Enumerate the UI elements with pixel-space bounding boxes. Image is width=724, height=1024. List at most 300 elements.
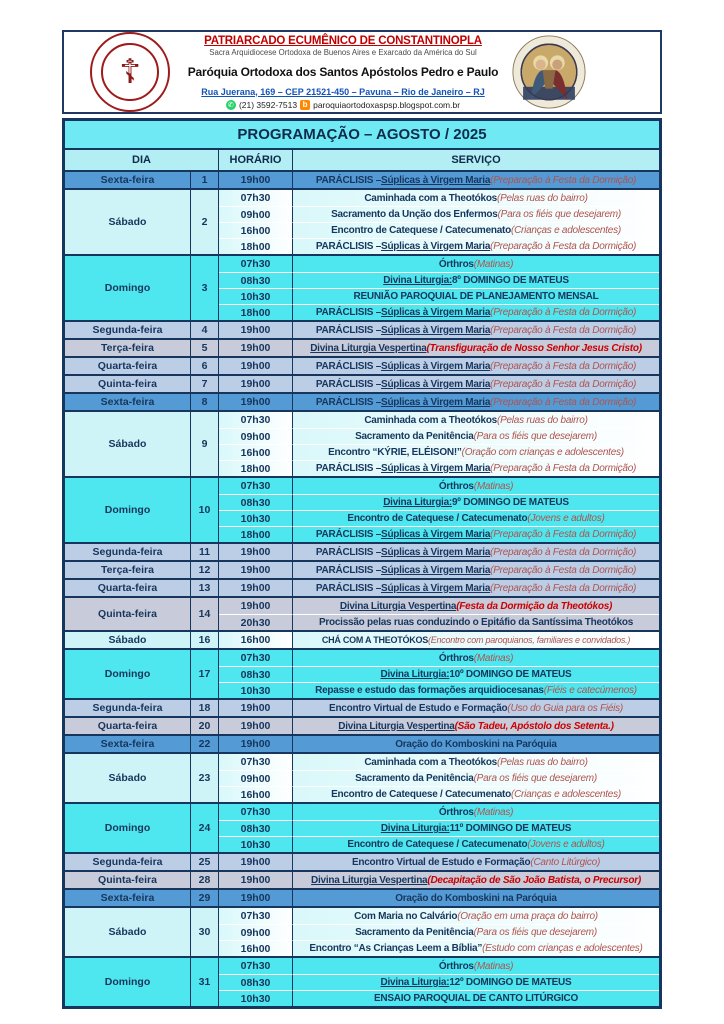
service-cell xyxy=(293,940,659,956)
service-cell xyxy=(293,836,659,852)
service-text-segment: (Matinas) xyxy=(473,480,514,492)
service-text-segment: Órthros xyxy=(438,652,474,664)
day-number-cell: 9 xyxy=(191,412,219,476)
time-cell: 16h00 xyxy=(219,222,293,238)
service-cell xyxy=(293,206,659,222)
service-cell xyxy=(293,412,659,428)
service-text-segment: (Jovens e adultos) xyxy=(527,839,605,850)
whatsapp-icon: ✆ xyxy=(226,100,236,110)
service-cell xyxy=(293,682,659,698)
day-number-cell: 5 xyxy=(191,340,219,356)
day-name-cell: Terça-feira xyxy=(65,340,191,356)
service-text-segment: (Oração em uma praça do bairro) xyxy=(457,910,598,922)
schedule-group xyxy=(65,958,659,1006)
day-number-cell: 23 xyxy=(191,754,219,802)
day-name-cell: Sexta-feira xyxy=(65,736,191,752)
service-text-segment: (Preparação à Festa da Dormição) xyxy=(490,174,637,186)
day-name-cell: Segunda-feira xyxy=(65,322,191,338)
address-link[interactable]: Rua Juerana, 169 – CEP 21521-450 – Pavuna – Rio de Janeiro – RJ xyxy=(201,86,485,97)
service-cell xyxy=(293,562,659,578)
service-cell xyxy=(293,958,659,974)
service-text-segment: PARÁCLISIS – xyxy=(315,324,382,336)
service-text-segment: Súplicas à Virgem Maria xyxy=(381,396,491,408)
service-text-segment: Sacramento da Penitência xyxy=(355,773,474,784)
service-text-segment: (Jovens e adultos) xyxy=(527,513,605,524)
service-text-segment: (Uso do Guia para os Fiéis) xyxy=(507,702,623,714)
service-text-segment: Sacramento da Penitência xyxy=(355,431,474,442)
day-name-cell: Sexta-feira xyxy=(65,172,191,188)
time-cell: 18h00 xyxy=(219,460,293,476)
day-name-cell: Domingo xyxy=(65,804,191,852)
day-number-cell: 6 xyxy=(191,358,219,374)
day-number-cell: 7 xyxy=(191,376,219,392)
service-cell xyxy=(293,872,659,888)
schedule-group xyxy=(65,394,659,412)
service-text-segment: Súplicas à Virgem Maria xyxy=(381,324,491,336)
service-text-segment: Divina Liturgia Vespertina xyxy=(310,342,427,354)
day-number-cell: 18 xyxy=(191,700,219,716)
service-text-segment: (Preparação à Festa da Dormição) xyxy=(490,378,637,390)
table-title: PROGRAMAÇÃO – AGOSTO / 2025 xyxy=(65,121,659,150)
service-cell xyxy=(293,974,659,990)
time-cell: 19h00 xyxy=(219,854,293,870)
time-cell: 16h00 xyxy=(219,940,293,956)
service-cell xyxy=(293,718,659,734)
schedule-group xyxy=(65,804,659,854)
service-text-segment: Órthros xyxy=(438,480,474,492)
contact-line xyxy=(184,100,502,110)
time-cell: 16h00 xyxy=(219,786,293,802)
service-cell xyxy=(293,754,659,770)
service-text-segment: Encontro Virtual de Estudo e Formação xyxy=(329,702,508,714)
service-text-segment: Divina Liturgia: xyxy=(380,669,450,680)
schedule-group xyxy=(65,650,659,700)
time-cell: 19h00 xyxy=(219,394,293,410)
schedule-group xyxy=(65,736,659,754)
service-cell xyxy=(293,820,659,836)
service-cell xyxy=(293,478,659,494)
schedule-table xyxy=(62,118,662,1009)
service-cell xyxy=(293,428,659,444)
day-number-cell: 10 xyxy=(191,478,219,542)
service-text-segment: Encontro de Catequese / Catecumenato xyxy=(347,839,528,850)
day-number-cell: 25 xyxy=(191,854,219,870)
service-text-segment: (Preparação à Festa da Dormição) xyxy=(490,564,637,576)
service-text-segment: 8º DOMINGO DE MATEUS xyxy=(451,275,569,286)
service-text-segment: (Crianças e adolescentes) xyxy=(511,789,621,800)
service-cell xyxy=(293,598,659,614)
day-number-cell: 2 xyxy=(191,190,219,254)
service-text-segment: Súplicas à Virgem Maria xyxy=(381,241,491,252)
service-text-segment: Procissão pelas ruas conduzindo o Epitáfio da Santíssima Theotókos xyxy=(318,617,634,628)
day-number-cell: 13 xyxy=(191,580,219,596)
schedule-group xyxy=(65,890,659,908)
service-cell xyxy=(293,172,659,188)
column-header-servico: SERVIÇO xyxy=(451,154,501,166)
service-cell xyxy=(293,700,659,716)
service-text-segment: PARÁCLISIS – xyxy=(315,307,382,318)
service-text-segment: Súplicas à Virgem Maria xyxy=(381,174,491,186)
service-text-segment: (Para os fiéis que desejarem) xyxy=(473,431,597,442)
service-text-segment: (Crianças e adolescentes) xyxy=(511,225,621,236)
service-cell xyxy=(293,890,659,906)
day-name-cell: Segunda-feira xyxy=(65,544,191,560)
day-name-cell: Domingo xyxy=(65,256,191,320)
day-name-cell: Quarta-feira xyxy=(65,718,191,734)
service-text-segment: Oração do Komboskini na Paróquia xyxy=(395,892,557,904)
service-text-segment: Súplicas à Virgem Maria xyxy=(381,463,491,474)
service-text-segment: Repasse e estudo das formações arquidiocesanas xyxy=(315,685,544,696)
service-cell xyxy=(293,272,659,288)
day-number-cell: 4 xyxy=(191,322,219,338)
schedule-group xyxy=(65,700,659,718)
website-link[interactable]: paroquiaortodoxaspsp.blogspot.com.br xyxy=(313,99,461,110)
day-number-cell: 28 xyxy=(191,872,219,888)
service-text-segment: Encontro “KÝRIE, ELÉISON!” xyxy=(328,447,462,458)
service-text-segment: (Preparação à Festa da Dormição) xyxy=(490,529,637,540)
service-text-segment: Súplicas à Virgem Maria xyxy=(381,378,491,390)
time-cell: 07h30 xyxy=(219,412,293,428)
time-cell: 07h30 xyxy=(219,478,293,494)
service-cell xyxy=(293,444,659,460)
service-cell xyxy=(293,650,659,666)
service-text-segment: (Preparação à Festa da Dormição) xyxy=(490,546,637,558)
time-cell: 19h00 xyxy=(219,890,293,906)
day-name-cell: Terça-feira xyxy=(65,562,191,578)
service-text-segment: Encontro Virtual de Estudo e Formação xyxy=(351,856,531,868)
column-header-row xyxy=(65,150,659,172)
day-number-cell: 20 xyxy=(191,718,219,734)
service-text-segment: Divina Liturgia: xyxy=(380,977,450,988)
time-cell: 07h30 xyxy=(219,256,293,272)
service-text-segment: Súplicas à Virgem Maria xyxy=(381,582,491,594)
service-text-segment: Encontro de Catequese / Catecumenato xyxy=(331,225,511,236)
parish-name: Paróquia Ortodoxa dos Santos Apóstolos Pedro e Paulo xyxy=(187,64,499,79)
letterhead-text xyxy=(184,35,502,110)
service-cell xyxy=(293,770,659,786)
schedule-group xyxy=(65,562,659,580)
service-text-segment: (Matinas) xyxy=(473,258,514,270)
time-cell: 19h00 xyxy=(219,544,293,560)
saints-peter-and-paul-icon xyxy=(512,35,586,109)
schedule-group xyxy=(65,580,659,598)
service-text-segment: Divina Liturgia Vespertina xyxy=(339,600,457,612)
service-text-segment: PARÁCLISIS – xyxy=(315,582,382,594)
service-cell xyxy=(293,288,659,304)
column-header-horario: HORÁRIO xyxy=(219,150,293,170)
service-text-segment: (Preparação à Festa da Dormição) xyxy=(490,241,637,252)
service-text-segment: 12º DOMINGO DE MATEUS xyxy=(449,977,572,988)
schedule-group xyxy=(65,376,659,394)
service-text-segment: Oração do Komboskini na Paróquia xyxy=(395,738,557,750)
service-text-segment: (Festa da Dormição da Theotókos) xyxy=(456,600,613,612)
day-number-cell: 17 xyxy=(191,650,219,698)
time-cell: 07h30 xyxy=(219,958,293,974)
service-text-segment: Súplicas à Virgem Maria xyxy=(381,307,491,318)
schedule-group xyxy=(65,598,659,632)
time-cell: 19h00 xyxy=(219,718,293,734)
schedule-group xyxy=(65,172,659,190)
service-cell xyxy=(293,614,659,630)
archdiocese-subtitle: Sacra Arquidiocese Ortodoxa de Buenos Aires e Exarcado da América do Sul xyxy=(209,47,477,57)
time-cell: 19h00 xyxy=(219,172,293,188)
time-cell: 10h30 xyxy=(219,682,293,698)
day-name-cell: Domingo xyxy=(65,478,191,542)
service-cell xyxy=(293,376,659,392)
schedule-group xyxy=(65,412,659,478)
service-cell xyxy=(293,190,659,206)
service-text-segment: PARÁCLISIS – xyxy=(315,241,382,252)
service-cell xyxy=(293,526,659,542)
day-number-cell: 14 xyxy=(191,598,219,630)
time-cell: 08h30 xyxy=(219,974,293,990)
service-text-segment: PARÁCLISIS – xyxy=(315,396,382,408)
time-cell: 09h00 xyxy=(219,924,293,940)
day-number-cell: 22 xyxy=(191,736,219,752)
service-text-segment: Órthros xyxy=(438,806,474,818)
day-name-cell: Segunda-feira xyxy=(65,700,191,716)
time-cell: 07h30 xyxy=(219,804,293,820)
day-name-cell: Quinta-feira xyxy=(65,872,191,888)
service-text-segment: 9º DOMINGO DE MATEUS xyxy=(451,497,569,508)
service-text-segment: REUNIÃO PAROQUIAL DE PLANEJAMENTO MENSAL xyxy=(353,291,599,302)
time-cell: 10h30 xyxy=(219,510,293,526)
service-cell xyxy=(293,340,659,356)
day-name-cell: Quinta-feira xyxy=(65,598,191,630)
time-cell: 19h00 xyxy=(219,872,293,888)
time-cell: 19h00 xyxy=(219,358,293,374)
service-text-segment: (Preparação à Festa da Dormição) xyxy=(490,396,637,408)
service-text-segment: (Para os fiéis que desejarem) xyxy=(497,209,621,220)
service-text-segment: Encontro “As Crianças Leem a Bíblia” xyxy=(309,943,483,954)
service-text-segment: PARÁCLISIS – xyxy=(315,463,382,474)
day-name-cell: Sábado xyxy=(65,190,191,254)
time-cell: 07h30 xyxy=(219,190,293,206)
day-name-cell: Sábado xyxy=(65,632,191,648)
time-cell: 16h00 xyxy=(219,444,293,460)
service-cell xyxy=(293,804,659,820)
service-text-segment: (São Tadeu, Apóstolo dos Setenta.) xyxy=(454,720,614,732)
service-text-segment: Caminhada com a Theotókos xyxy=(364,192,497,204)
service-cell xyxy=(293,304,659,320)
day-name-cell: Sábado xyxy=(65,754,191,802)
service-text-segment: Súplicas à Virgem Maria xyxy=(381,546,491,558)
service-text-segment: (Canto Litúrgico) xyxy=(530,856,601,868)
day-number-cell: 1 xyxy=(191,172,219,188)
service-cell xyxy=(293,460,659,476)
schedule-group xyxy=(65,478,659,544)
time-cell: 10h30 xyxy=(219,990,293,1006)
day-name-cell: Quarta-feira xyxy=(65,580,191,596)
service-text-segment: (Transfiguração de Nosso Senhor Jesus Cristo) xyxy=(426,342,642,354)
service-text-segment: (Oração com crianças e adolescentes) xyxy=(461,447,624,458)
service-text-segment: Caminhada com a Theotókos xyxy=(364,414,497,426)
service-cell xyxy=(293,854,659,870)
parish-letterhead xyxy=(62,30,662,114)
time-cell: 16h00 xyxy=(219,632,293,648)
blogger-icon: b xyxy=(300,100,310,110)
day-name-cell: Segunda-feira xyxy=(65,854,191,870)
service-text-segment: (Decapitação de São João Batista, o Precursor) xyxy=(427,874,641,886)
service-text-segment: Divina Liturgia: xyxy=(383,497,452,508)
service-text-segment: 11º DOMINGO DE MATEUS xyxy=(449,823,572,834)
time-cell: 18h00 xyxy=(219,238,293,254)
service-text-segment: (Preparação à Festa da Dormição) xyxy=(490,463,637,474)
service-text-segment: PARÁCLISIS – xyxy=(315,378,382,390)
day-number-cell: 29 xyxy=(191,890,219,906)
time-cell: 19h00 xyxy=(219,580,293,596)
service-text-segment: ENSAIO PAROQUIAL DE CANTO LITÚRGICO xyxy=(373,993,579,1004)
time-cell: 20h30 xyxy=(219,614,293,630)
time-cell: 19h00 xyxy=(219,736,293,752)
schedule-group xyxy=(65,872,659,890)
time-cell: 09h00 xyxy=(219,206,293,222)
service-cell xyxy=(293,256,659,272)
day-name-cell: Sábado xyxy=(65,412,191,476)
time-cell: 18h00 xyxy=(219,526,293,542)
schedule-group xyxy=(65,256,659,322)
service-cell xyxy=(293,908,659,924)
time-cell: 19h00 xyxy=(219,598,293,614)
day-number-cell: 3 xyxy=(191,256,219,320)
service-text-segment: (Matinas) xyxy=(473,960,514,972)
service-cell xyxy=(293,580,659,596)
schedule-group xyxy=(65,322,659,340)
schedule-group xyxy=(65,358,659,376)
schedule-group xyxy=(65,340,659,358)
service-text-segment: Sacramento da Penitência xyxy=(355,927,474,938)
service-cell xyxy=(293,632,659,648)
time-cell: 18h00 xyxy=(219,304,293,320)
patriarchate-title: PATRIARCADO ECUMÊNICO DE CONSTANTINOPLA xyxy=(204,34,482,47)
service-text-segment: (Pelas ruas do bairro) xyxy=(497,756,588,768)
time-cell: 19h00 xyxy=(219,700,293,716)
schedule-group xyxy=(65,754,659,804)
service-cell xyxy=(293,394,659,410)
service-text-segment: (Matinas) xyxy=(473,652,514,664)
service-text-segment: PARÁCLISIS – xyxy=(315,564,382,576)
time-cell: 19h00 xyxy=(219,376,293,392)
day-name-cell: Domingo xyxy=(65,958,191,1006)
time-cell: 09h00 xyxy=(219,428,293,444)
time-cell: 19h00 xyxy=(219,322,293,338)
phone-number: (21) 3592-7513 xyxy=(238,99,298,110)
time-cell: 07h30 xyxy=(219,754,293,770)
service-text-segment: 10º DOMINGO DE MATEUS xyxy=(449,669,572,680)
day-name-cell: Quinta-feira xyxy=(65,376,191,392)
time-cell: 10h30 xyxy=(219,288,293,304)
schedule-group xyxy=(65,190,659,256)
time-cell: 19h00 xyxy=(219,340,293,356)
service-text-segment: (Para os fiéis que desejarem) xyxy=(473,927,597,938)
service-text-segment: Órthros xyxy=(438,258,474,270)
service-text-segment: (Pelas ruas do bairro) xyxy=(497,414,588,426)
service-text-segment: (Preparação à Festa da Dormição) xyxy=(490,324,637,336)
service-cell xyxy=(293,510,659,526)
day-number-cell: 24 xyxy=(191,804,219,852)
schedule-group xyxy=(65,718,659,736)
schedule-body xyxy=(65,172,659,1006)
service-text-segment: (Estudo com crianças e adolescentes) xyxy=(482,943,643,954)
service-text-segment: PARÁCLISIS – xyxy=(315,529,382,540)
service-text-segment: Caminhada com a Theotókos xyxy=(364,756,497,768)
service-text-segment: Divina Liturgia Vespertina xyxy=(338,720,455,732)
time-cell: 07h30 xyxy=(219,908,293,924)
service-cell xyxy=(293,358,659,374)
service-text-segment: Encontro de Catequese / Catecumenato xyxy=(347,513,528,524)
service-text-segment: (Encontro com paroquianos, familiares e convidados.) xyxy=(427,635,631,645)
service-text-segment: CHÁ COM A THEOTÓKOS xyxy=(321,635,428,645)
service-cell xyxy=(293,322,659,338)
service-text-segment: (Preparação à Festa da Dormição) xyxy=(490,582,637,594)
service-text-segment: PARÁCLISIS – xyxy=(315,174,382,186)
day-number-cell: 30 xyxy=(191,908,219,956)
schedule-group xyxy=(65,854,659,872)
service-text-segment: Encontro de Catequese / Catecumenato xyxy=(331,789,511,800)
schedule-group xyxy=(65,908,659,958)
service-cell xyxy=(293,924,659,940)
time-cell: 10h30 xyxy=(219,836,293,852)
service-text-segment: (Pelas ruas do bairro) xyxy=(497,192,588,204)
service-text-segment: (Para os fiéis que desejarem) xyxy=(473,773,597,784)
service-cell xyxy=(293,494,659,510)
time-cell: 08h30 xyxy=(219,666,293,682)
service-text-segment: (Preparação à Festa da Dormição) xyxy=(490,307,637,318)
day-number-cell: 12 xyxy=(191,562,219,578)
service-text-segment: (Matinas) xyxy=(473,806,514,818)
service-cell xyxy=(293,544,659,560)
service-text-segment: Súplicas à Virgem Maria xyxy=(381,360,491,372)
day-name-cell: Quarta-feira xyxy=(65,358,191,374)
time-cell: 19h00 xyxy=(219,562,293,578)
schedule-group xyxy=(65,544,659,562)
day-number-cell: 8 xyxy=(191,394,219,410)
service-text-segment: Súplicas à Virgem Maria xyxy=(381,564,491,576)
day-number-cell: 16 xyxy=(191,632,219,648)
day-name-cell: Sexta-feira xyxy=(65,394,191,410)
schedule-group xyxy=(65,632,659,650)
service-text-segment: Divina Liturgia Vespertina xyxy=(311,874,428,886)
day-name-cell: Sexta-feira xyxy=(65,890,191,906)
day-name-cell: Sábado xyxy=(65,908,191,956)
service-text-segment: Divina Liturgia: xyxy=(383,275,452,286)
service-text-segment: (Preparação à Festa da Dormição) xyxy=(490,360,637,372)
time-cell: 08h30 xyxy=(219,820,293,836)
service-text-segment: Órthros xyxy=(438,960,474,972)
byzantine-cross-icon: ☦ xyxy=(101,43,159,101)
service-text-segment: Súplicas à Virgem Maria xyxy=(381,529,491,540)
service-cell xyxy=(293,666,659,682)
service-cell xyxy=(293,786,659,802)
column-header-dia: DIA xyxy=(65,150,219,170)
service-text-segment: Sacramento da Unção dos Enfermos xyxy=(331,209,498,220)
service-cell xyxy=(293,990,659,1006)
service-cell xyxy=(293,238,659,254)
time-cell: 07h30 xyxy=(219,650,293,666)
service-cell xyxy=(293,736,659,752)
service-text-segment: Divina Liturgia: xyxy=(380,823,450,834)
service-text-segment: Com Maria no Calvário xyxy=(354,910,458,922)
service-text-segment: PARÁCLISIS – xyxy=(315,546,382,558)
day-number-cell: 31 xyxy=(191,958,219,1006)
day-name-cell: Domingo xyxy=(65,650,191,698)
time-cell: 09h00 xyxy=(219,770,293,786)
service-text-segment: PARÁCLISIS – xyxy=(315,360,382,372)
time-cell: 08h30 xyxy=(219,272,293,288)
day-number-cell: 11 xyxy=(191,544,219,560)
patriarchate-seal-icon xyxy=(90,32,170,112)
service-cell xyxy=(293,222,659,238)
